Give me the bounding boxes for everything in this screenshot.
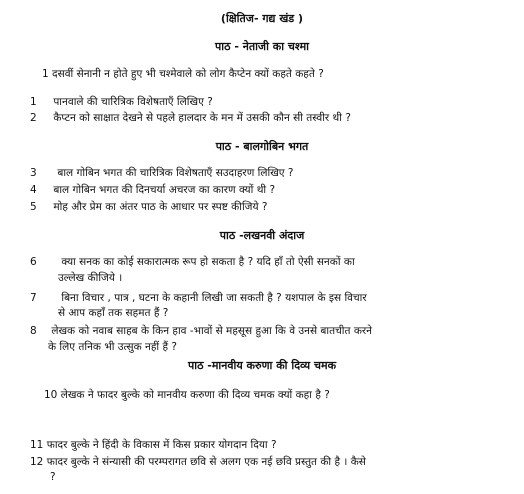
question-text: फादर बुल्के ने संन्यासी की परम्परागत छवि से अलग एक नई छवि प्रस्तुत की है । कैसे: [46, 456, 366, 468]
question-text: दसवीं सेनानी न होते हुए भी चश्मेवाले को लोग कैप्टेन क्यों कहते कहते ?: [52, 68, 324, 80]
question-text: बिना विचार , पात्र , घटना के कहानी लिखी जा सकती है ? यशपाल के इस विचार: [61, 292, 367, 304]
question-text-continued: के लिए तनिक भी उत्सुक नहीं हैं ?: [48, 341, 177, 353]
question-item: [30, 166, 294, 180]
section-heading-lakhnavi: पाठ -लखनवी अंदाज: [219, 229, 305, 242]
question-text: लेखक ने फादर बुल्के को मानवीय करुणा की दिव्य चमक क्यों कहा है ?: [60, 389, 330, 401]
question-text: पानवाले की चारित्रिक विशेषताएँ लिखिए ?: [53, 96, 213, 108]
question-number: 5: [30, 201, 37, 213]
question-text: क्या सनक का कोई सकारात्मक रूप हो सकता है ? यदि हाँ तो ऐसी सनकों का: [61, 256, 355, 268]
question-item: [44, 388, 330, 402]
document-title: (क्षितिज- गद्य खंड ): [220, 12, 304, 25]
section-heading-balgobin: पाठ - बालगोबिन भगत: [215, 140, 309, 153]
question-item: [30, 324, 372, 338]
question-item: [30, 255, 355, 269]
question-text: लेखक को नवाब साहब के किन हाव -भावों से महसूस हुआ कि वे उनसे बातचीत करने: [51, 325, 373, 337]
question-number: 1: [42, 68, 49, 80]
question-text: कैप्टन को साक्षात देखने से पहले हालदार के मन में उसकी कौन सी तस्वीर थी ?: [53, 112, 351, 124]
question-text-continued: ?: [50, 471, 56, 483]
question-text: मोह और प्रेम का अंतर पाठ के आधार पर स्पष्ट कीजिये ?: [53, 201, 268, 213]
question-item: [30, 95, 213, 109]
section-heading-netaji: पाठ - नेताजी का चश्मा: [215, 40, 309, 53]
question-item: [42, 67, 324, 81]
question-item: [30, 291, 367, 305]
question-text-continued: उल्लेख कीजिये ।: [58, 272, 123, 284]
question-text-continued: से आप कहाँ तक सहमत हैं ?: [58, 307, 169, 319]
question-item: [30, 111, 351, 125]
question-text: फादर बुल्के ने हिंदी के विकास में किस प्रकार योगदान दिया ?: [46, 439, 277, 451]
question-item: [30, 200, 267, 214]
question-number: 12: [30, 456, 44, 468]
question-number: 7: [30, 292, 37, 304]
question-text: बाल गोबिन भगत की चारित्रिक विशेषताएँ सउदाहरण लिखिए ?: [57, 167, 294, 179]
question-item: [30, 455, 366, 469]
section-heading-manviya-karuna: पाठ -मानवीय करुणा की दिव्य चमक: [187, 359, 337, 372]
question-number: 8: [30, 325, 37, 337]
question-number: 6: [30, 256, 37, 268]
question-number: 4: [30, 184, 37, 196]
question-number: 10: [44, 389, 58, 401]
question-item: [30, 438, 277, 452]
question-number: 3: [30, 167, 37, 179]
question-number: 2: [30, 112, 37, 124]
question-number: 1: [30, 96, 37, 108]
question-number: 11: [30, 439, 44, 451]
question-item: [30, 183, 275, 197]
question-text: बाल गोबिन भगत की दिनचर्या अचरज का कारण क्यों थी ?: [53, 184, 276, 196]
